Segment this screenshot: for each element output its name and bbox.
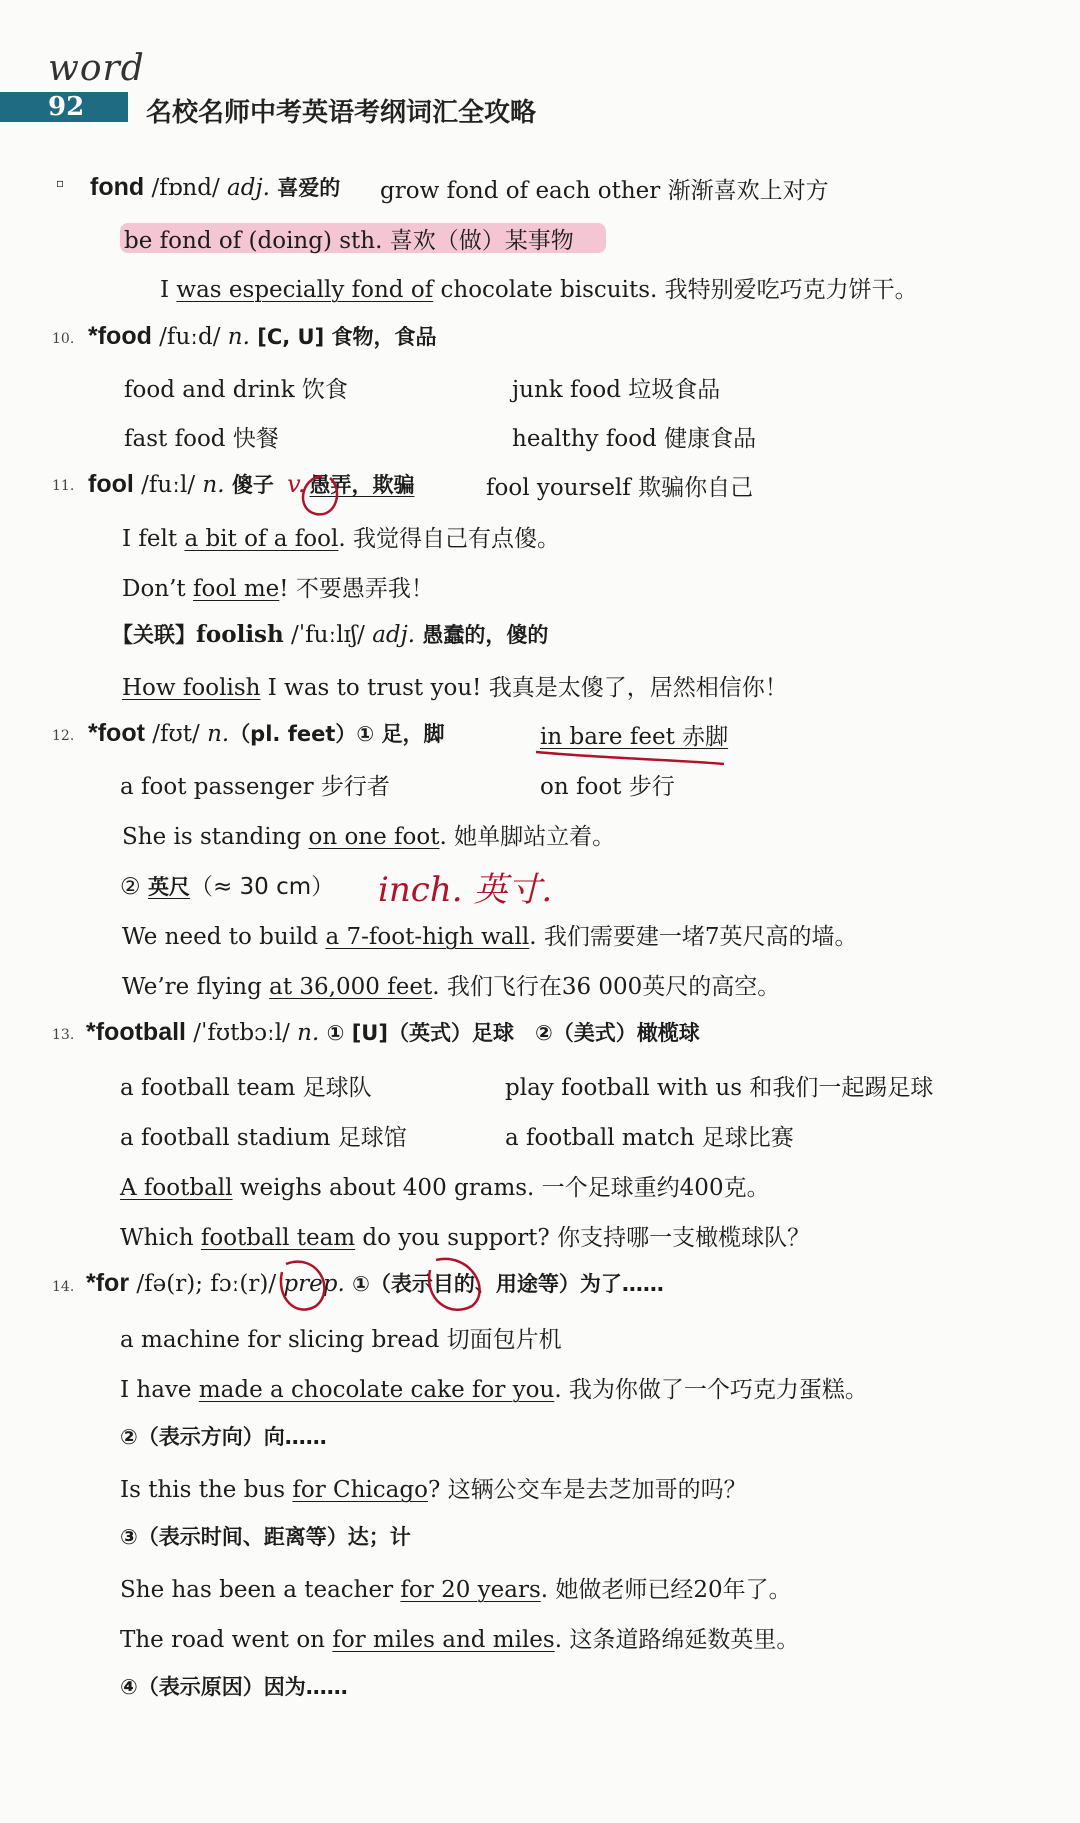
headword: *football: [86, 1018, 186, 1046]
pos: prep.: [283, 1271, 345, 1297]
example-post: ? 这辆公交车是去芝加哥的吗？: [427, 1477, 747, 1503]
headword: fond: [90, 173, 145, 201]
example-underlined: for miles and miles: [332, 1627, 555, 1653]
example-underlined: on one foot: [308, 824, 440, 850]
example-post: . 她单脚站立着。: [439, 824, 616, 850]
example-pre: I have: [120, 1377, 199, 1403]
pos: n.: [202, 472, 225, 498]
example-post: chocolate biscuits. 我特别爱吃巧克力饼干。: [433, 277, 918, 303]
example-pre: We’re flying: [122, 974, 270, 1000]
example-post: do you support? 你支持哪一支橄榄球队？: [355, 1225, 811, 1251]
example-post: . 她做老师已经20年了。: [540, 1577, 792, 1603]
extra-phrase-text: in bare feet 赤脚: [540, 724, 729, 750]
example-post: . 我们飞行在36 000英尺的高空。: [432, 974, 781, 1000]
entry-number: 10.: [52, 331, 75, 347]
example-underlined: was especially fond of: [176, 277, 434, 303]
example-post: . 我觉得自己有点傻。: [338, 526, 560, 552]
example-post: I was to trust you! 我真是太傻了，居然相信你！: [260, 675, 788, 701]
example: a machine for slicing bread 切面包片机: [120, 1327, 562, 1353]
meaning: ① [U]（英式）足球 ②（美式）橄榄球: [319, 1021, 700, 1045]
phonetic: /ˈfʊtbɔːl/: [186, 1020, 298, 1046]
example-underlined: a 7-foot-high wall: [325, 924, 530, 950]
handwritten-pos: v.: [287, 470, 306, 498]
sense-line: ③（表示时间、距离等）达；计: [120, 1525, 411, 1549]
meaning: [C, U] 食物，食品: [249, 325, 437, 349]
collocation: a foot passenger 步行者: [120, 774, 390, 800]
example-pre: The road went on: [120, 1627, 333, 1653]
phonetic: /fɒnd/: [144, 175, 228, 201]
collocation: a football team 足球队: [120, 1075, 372, 1101]
sense-meaning: 英尺: [147, 875, 190, 899]
example-underlined: football team: [200, 1225, 356, 1251]
example-underlined: at 36,000 feet: [269, 974, 433, 1000]
ink-circle-prep: [281, 1262, 324, 1310]
collocation: a football match 足球比赛: [505, 1125, 794, 1151]
collocation: on foot 步行: [540, 774, 675, 800]
phonetic: /fuːd/: [151, 324, 228, 350]
ink-underline-feet: [536, 752, 724, 764]
related-phonetic: /ˈfuːlɪʃ/: [283, 622, 373, 648]
extra-phrase: fool yourself 欺骗你自己: [486, 475, 754, 501]
entry-number: 14.: [52, 1279, 75, 1295]
pos: n.: [207, 721, 230, 747]
example-post: . 我为你做了一个巧克力蛋糕。: [554, 1377, 868, 1403]
extra-phrase: grow fond of each other 渐渐喜欢上对方: [380, 178, 829, 204]
collocation: healthy food 健康食品: [512, 426, 757, 452]
meaning: 喜爱的: [269, 176, 341, 200]
example-underlined: a bit of a fool: [184, 526, 339, 552]
page-number: 92: [48, 92, 85, 122]
entry-number: 12.: [52, 728, 75, 744]
example-post: . 我们需要建一堵7英尺高的墙。: [529, 924, 858, 950]
example-underlined: How foolish: [122, 675, 261, 701]
example-post: . 这条道路绵延数英里。: [554, 1627, 800, 1653]
sense-line: ②（表示方向）向……: [120, 1425, 327, 1449]
headword: *for: [86, 1269, 130, 1297]
example-pre: I felt: [122, 526, 185, 552]
entry-number: 11.: [52, 478, 75, 494]
phonetic: /fuːl/: [133, 472, 203, 498]
sense-note: （≈ 30 cm）: [189, 874, 335, 900]
page-title: 名校名师中考英语考纲词汇全攻略: [146, 98, 537, 128]
collocation: food and drink 饮食: [124, 377, 348, 403]
example-underlined: A football: [120, 1175, 233, 1201]
sense-line: ④（表示原因）因为……: [120, 1675, 348, 1699]
example-pre: I: [160, 277, 177, 303]
related-word: foolish: [196, 621, 284, 648]
collocation: a football stadium 足球馆: [120, 1125, 407, 1151]
example-pre: She has been a teacher: [120, 1577, 401, 1603]
ink-circle-v: [303, 476, 337, 514]
meaning: ①（表示目的、用途等）为了……: [344, 1272, 664, 1296]
example-post: weighs about 400 grams. 一个足球重约400克。: [232, 1175, 770, 1201]
example-underlined: fool me: [192, 576, 280, 602]
headword: fool: [88, 470, 134, 498]
example-underlined: for 20 years: [400, 1577, 541, 1603]
related-pos: adj.: [372, 622, 416, 648]
example-pre: She is standing: [122, 824, 309, 850]
example-underlined: for Chicago: [292, 1477, 428, 1503]
example-pre: Is this the bus: [120, 1477, 293, 1503]
entry-number: 13.: [52, 1027, 75, 1043]
pos: adj.: [227, 175, 270, 201]
phonetic: /fə(r); fɔː(r)/: [129, 1271, 284, 1297]
ink-circle-purpose: [429, 1259, 479, 1310]
example-post: ! 不要愚弄我！: [279, 576, 434, 602]
collocation: play football with us 和我们一起踢足球: [505, 1075, 934, 1101]
sense-number: ②: [120, 874, 148, 900]
example-pre: Don’t: [122, 576, 193, 602]
example-pre: We need to build: [122, 924, 326, 950]
collocation: fast food 快餐: [124, 426, 279, 452]
meaning: （pl. feet）① 足，脚: [229, 722, 445, 746]
pos: n.: [297, 1020, 320, 1046]
headword: *food: [88, 322, 152, 350]
pos: n.: [227, 324, 250, 350]
example-pre: Which: [120, 1225, 201, 1251]
headword: *foot: [88, 719, 145, 747]
meaning: 傻子: [224, 473, 282, 497]
header-word-logo: word: [48, 48, 145, 89]
bullet-icon: ▫: [56, 176, 65, 190]
related-tag: 【关联】: [112, 623, 196, 647]
phonetic: /fʊt/: [144, 721, 208, 747]
related-meaning: 愚蠢的，傻的: [415, 623, 549, 647]
phrase: be fond of (doing) sth. 喜欢（做）某事物: [124, 228, 574, 254]
example-underlined: made a chocolate cake for you: [198, 1377, 555, 1403]
collocation: junk food 垃圾食品: [512, 377, 721, 403]
handwritten-note: inch. 英寸.: [378, 870, 553, 910]
handwritten-meaning: 愚弄，欺骗: [309, 473, 415, 497]
